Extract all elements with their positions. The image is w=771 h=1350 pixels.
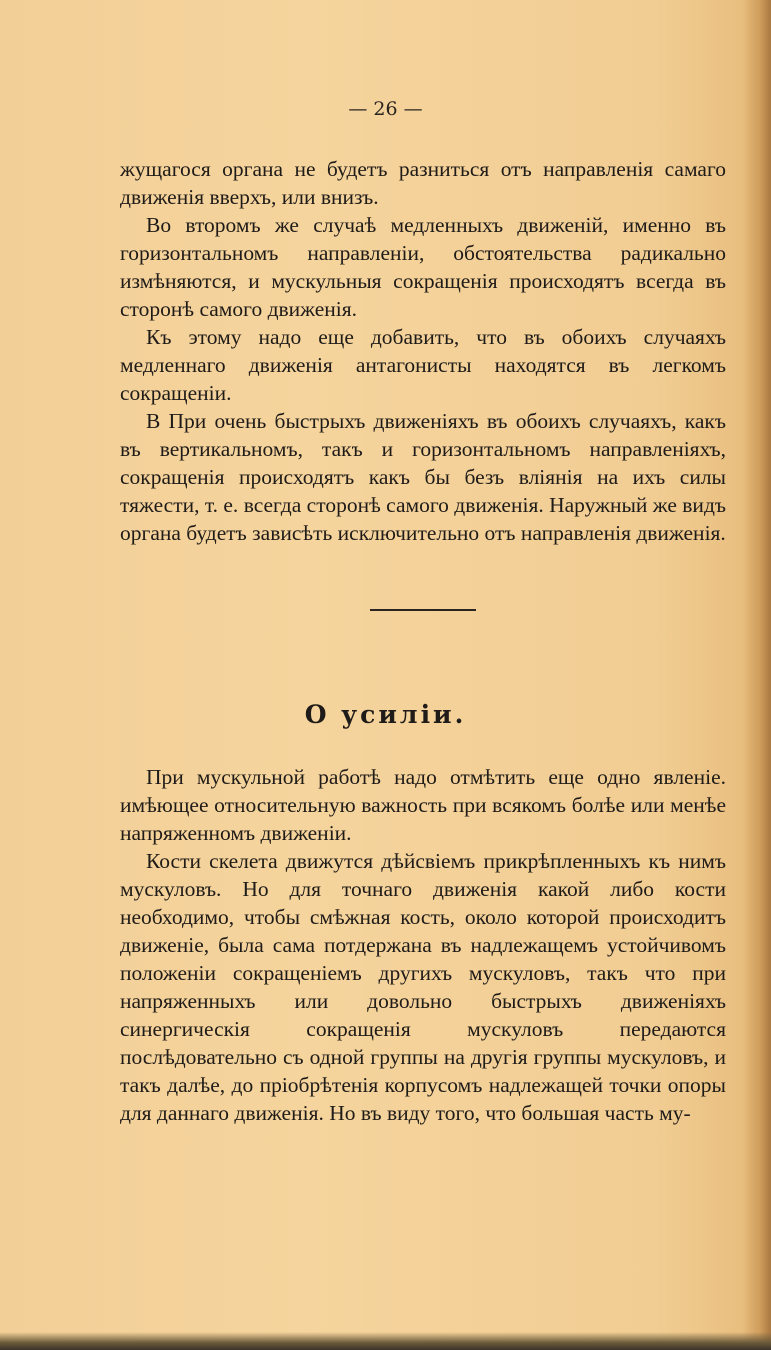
paragraph: Во второмъ же случаѣ медленныхъ движеній, именно въ горизонтальномъ направленіи, обстоятельства радикально измѣняются, и мускульныя сокращенія происходятъ всегда въ сторонѣ самого движенія.	[120, 213, 726, 321]
page-number: — 26 —	[348, 98, 423, 120]
paragraph: жущагося органа не будетъ разниться отъ направленія самаго движенія вверхъ, или внизъ.	[120, 157, 726, 209]
section-heading: О усиліи.	[304, 700, 467, 729]
paragraph: Кости скелета движутся дѣйсвіемъ прикрѣпленныхъ къ нимъ мускуловъ. Но для точнаго движенія какой либо кости необходимо, чтобы смѣжная кость, около которой происходитъ движеніе, была сама потдержана въ надлежащемъ устойчивомъ положеніи сокращеніемъ другихъ мускуловъ, такъ что при напряженныхъ или довольно быстрыхъ движеніяхъ синергическія сокращенія мускуловъ передаются послѣдовательно съ одной группы на другія группы мускуловъ, и такъ далѣе, до пріобрѣтенія корпусомъ надлежащей точки опоры для даннаго движенія. Но въ виду того, что большая часть му-	[120, 849, 726, 1125]
paragraph: При мускульной работѣ надо отмѣтить еще одно явленіе. имѣющее относительную важность при всякомъ болѣе или менѣе напряженномъ движеніи.	[120, 765, 726, 845]
section-two-text	[120, 763, 726, 1127]
section-one-text	[120, 155, 726, 547]
page-edge-shadow	[743, 0, 771, 1350]
paragraph: В При очень быстрыхъ движеніяхъ въ обоихъ случаяхъ, какъ въ вертикальномъ, такъ и горизонтальномъ направленіяхъ, сокращенія происходятъ какъ бы безъ вліянія на ихъ силы тяжести, т. е. всегда сторонѣ самого движенія. Наружный же видъ органа будетъ зависѣть исключительно отъ направленія движенія.	[120, 409, 726, 545]
paragraph: Къ этому надо еще добавить, что въ обоихъ случаяхъ медленнаго движенія антагонисты находятся въ легкомъ сокращеніи.	[120, 325, 726, 405]
section-divider	[370, 609, 476, 611]
page-bottom-edge	[0, 1332, 771, 1350]
